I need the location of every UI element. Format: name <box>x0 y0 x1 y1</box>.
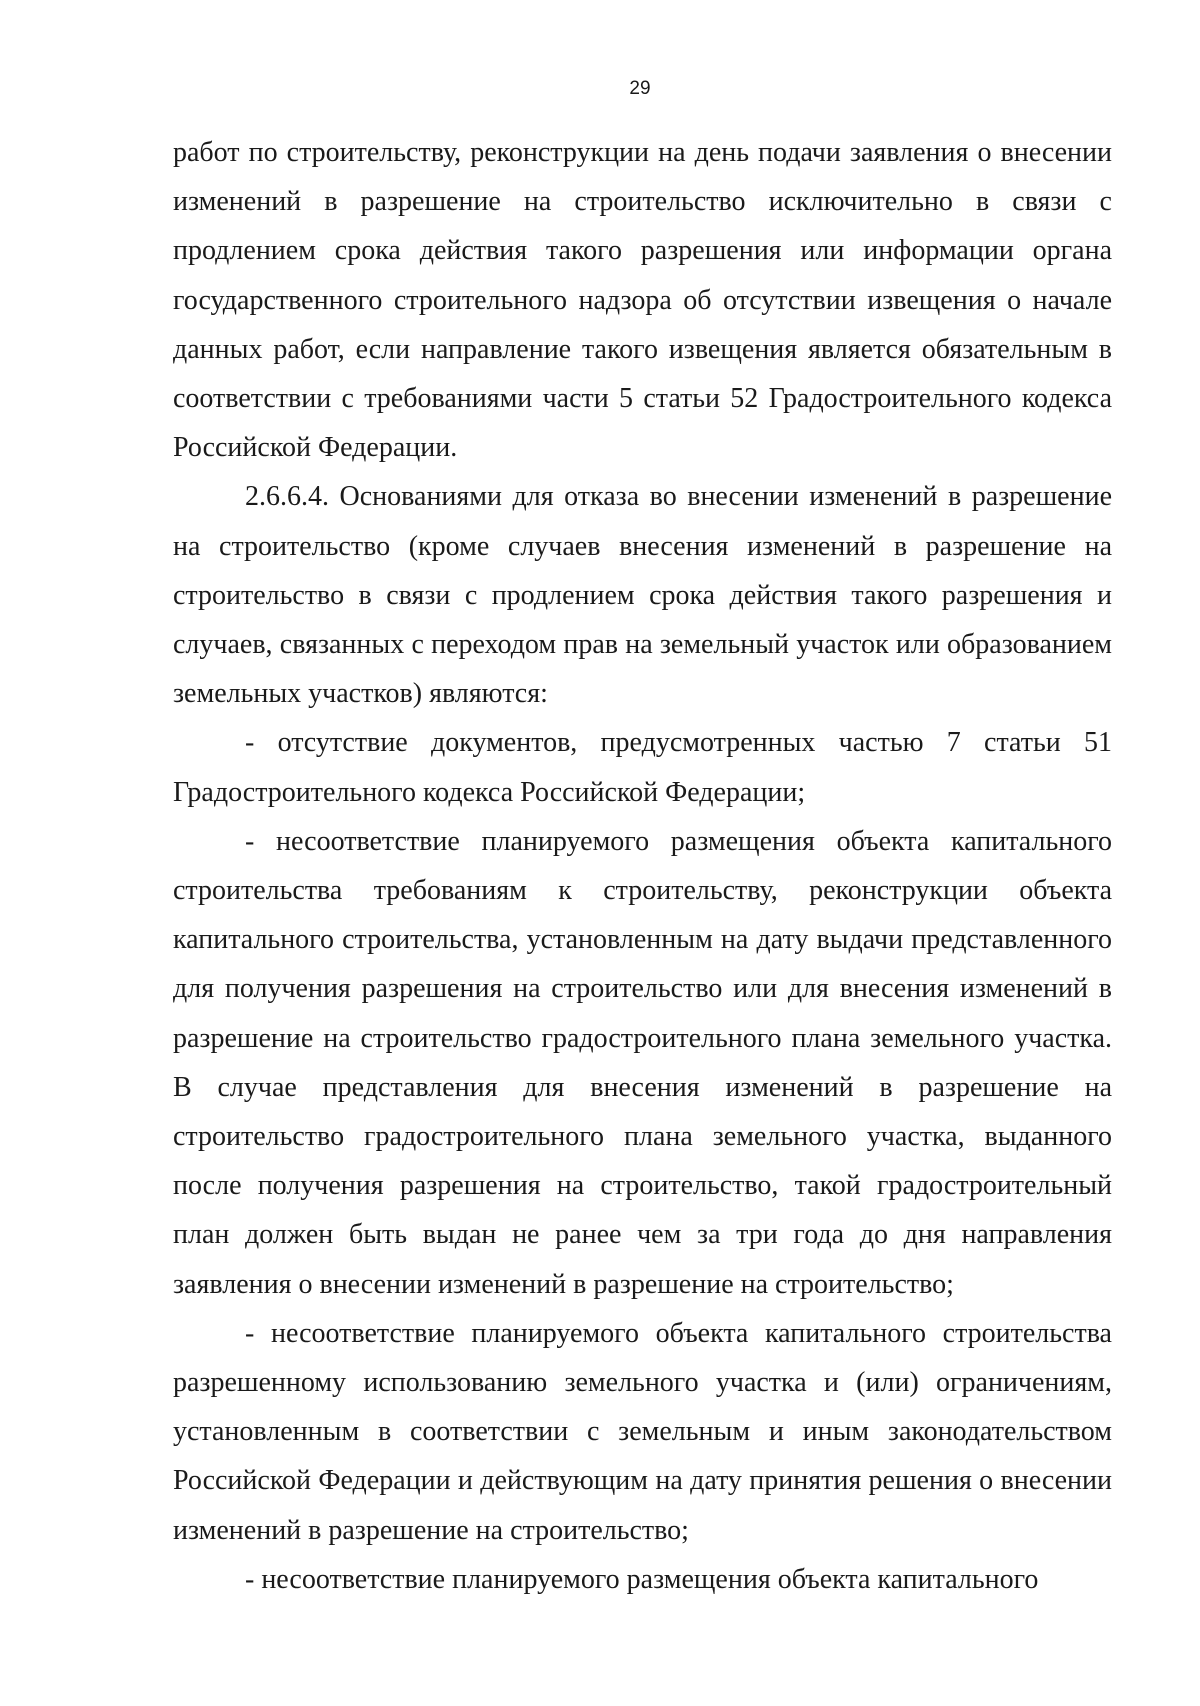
paragraph-continuation: работ по строительству, реконструкции на день подачи заявления о внесении изменений в разрешение на строительство исключительно в связи с продлением срока действия такого разрешения или информации органа государственного строительного надзора об отсутствии извещения о начале данных работ, если направление такого извещения является обязательным в соответствии с требованиями части 5 статьи 52 Градостроительного кодекса Российской Федерации. <box>173 137 1112 464</box>
list-item-usage-mismatch: - несоответствие планируемого объекта капитального строительства разрешенному использованию земельного участка и (или) ограничениям, установленным в соответствии с земельным и иным законодательством Российской Федерации и действующим на дату принятия решения о внесении изменений в разрешение на строительство; <box>173 1317 1112 1546</box>
document-body <box>173 128 1112 1604</box>
list-item-placement-mismatch: - несоответствие планируемого размещения объекта капитального строительства требованиям к строительству, реконструкции объекта капитального строительства, установленным на дату выдачи представленного для получения разрешения на строительство или для внесения изменений в разрешение на строительство градостроительного плана земельного участка. В случае представления для внесения изменений в разрешение на строительство градостроительного плана земельного участка, выданного после получения разрешения на строительство, такой градостроительный план должен быть выдан не ранее чем за три года до дня направления заявления о внесении изменений в разрешение на строительство; <box>173 825 1112 1300</box>
list-item-placement-mismatch-continued: - несоответствие планируемого размещения объекта капитального <box>245 1563 1039 1595</box>
paragraph-clause-2-6-6-4: 2.6.6.4. Основаниями для отказа во внесении изменений в разрешение на строительство (кроме случаев внесения изменений в разрешение на строительство в связи с продлением срока действия такого разрешения и случаев, связанных с переходом прав на земельный участок или образованием земельных участков) являются: <box>173 481 1112 710</box>
list-item-missing-documents: - отсутствие документов, предусмотренных частью 7 статьи 51 Градостроительного кодекса Российской Федерации; <box>173 727 1112 808</box>
page-number: 29 <box>629 78 651 99</box>
